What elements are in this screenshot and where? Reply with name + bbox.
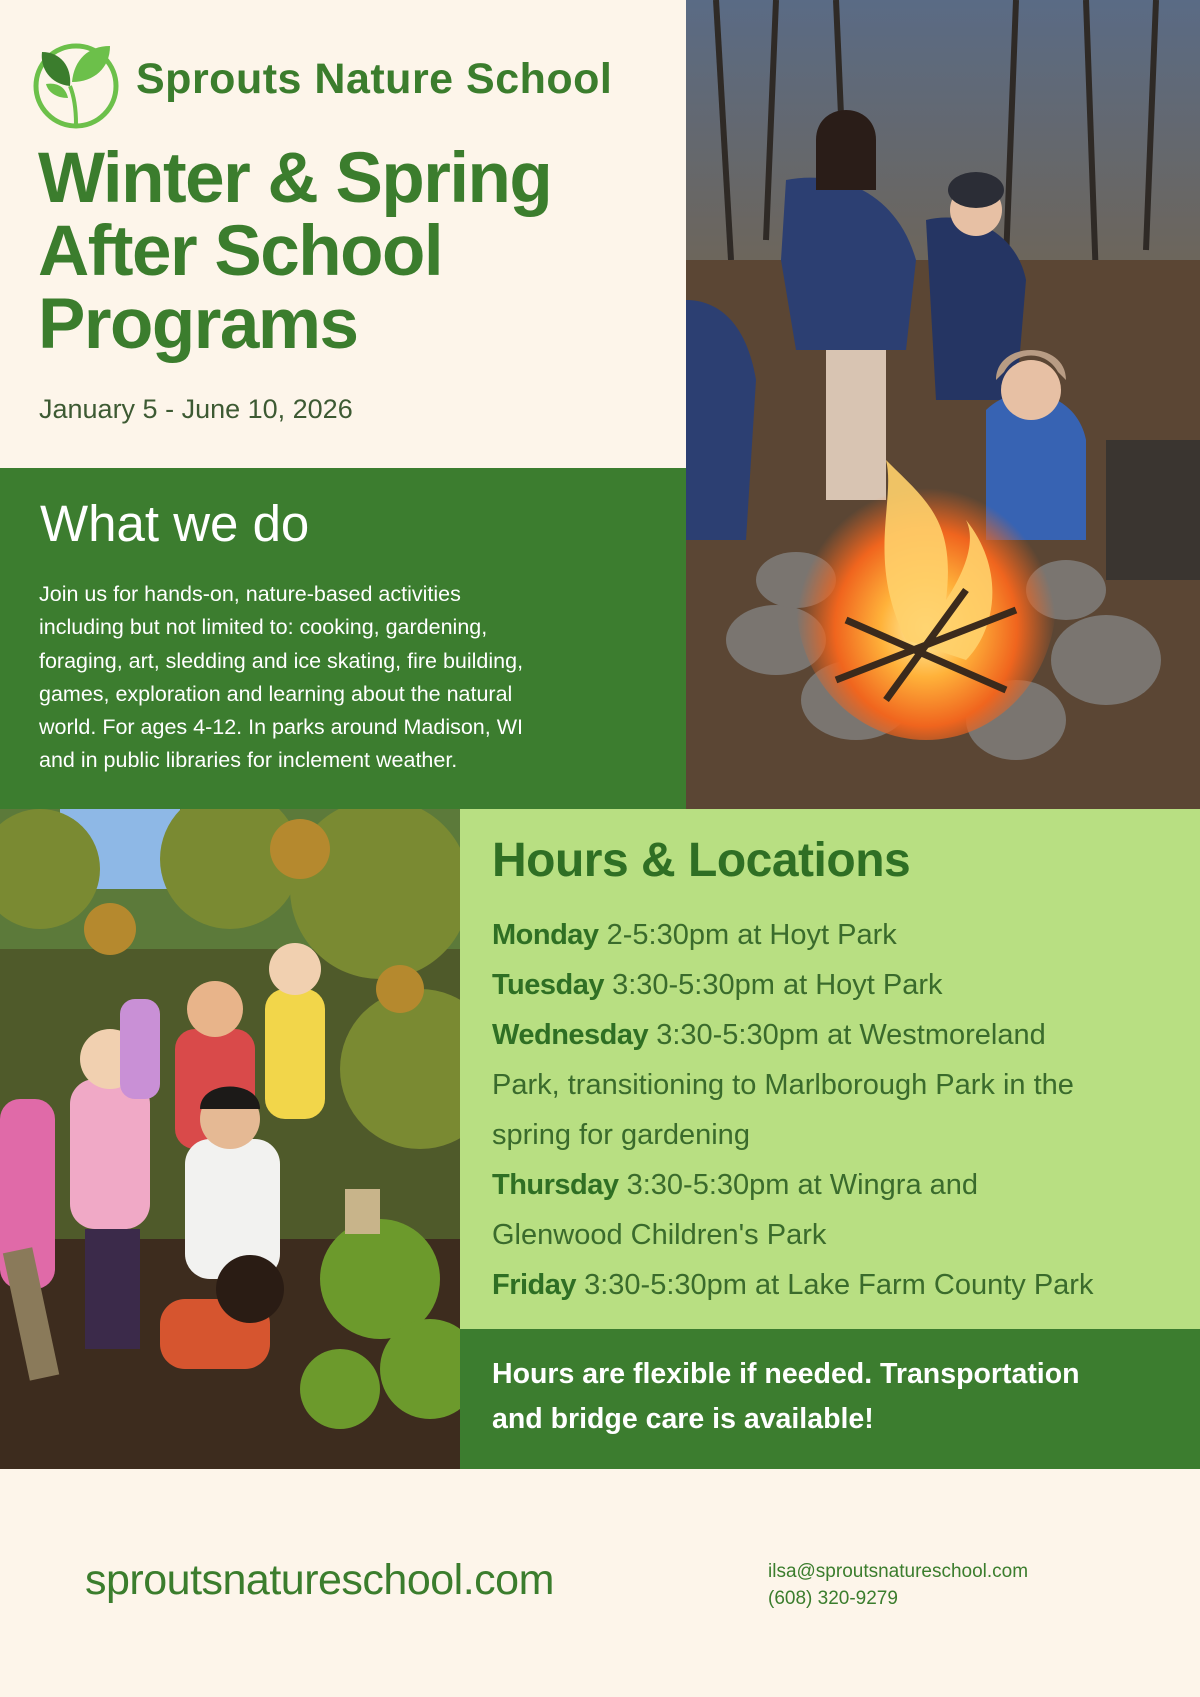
schedule-line xyxy=(492,1110,1162,1160)
description-line: foraging, art, sledding and ice skating, fire building, xyxy=(39,648,524,673)
schedule-line xyxy=(492,1160,1162,1210)
note-line: and bridge care is available! xyxy=(492,1403,874,1435)
description-line: world. For ages 4-12. In parks around Madison, WI xyxy=(39,715,523,740)
email-link[interactable]: ilsa@sproutsnatureschool.com xyxy=(768,1561,1029,1582)
schedule-detail: 3:30-5:30pm at Westmoreland xyxy=(648,1019,1046,1051)
flexibility-note xyxy=(492,1352,1172,1442)
website-link[interactable]: sproutsnatureschool.com xyxy=(85,1556,554,1604)
title-line: Winter & Spring xyxy=(38,139,552,218)
schedule-detail: Glenwood Children's Park xyxy=(492,1219,827,1251)
title-line: Programs xyxy=(38,285,358,364)
schedule-day: Thursday xyxy=(492,1169,619,1201)
what-we-do-heading: What we do xyxy=(40,495,310,552)
schedule-line xyxy=(492,960,1162,1010)
what-we-do-description xyxy=(39,578,639,778)
schedule-day: Tuesday xyxy=(492,969,605,1001)
schedule-day: Wednesday xyxy=(492,1019,649,1051)
schedule-list xyxy=(492,910,1162,1310)
description-line: Join us for hands-on, nature-based activities xyxy=(39,582,461,606)
schedule-detail: Park, transitioning to Marlborough Park in the xyxy=(492,1069,1074,1101)
page-title xyxy=(38,139,658,364)
description-line: games, exploration and learning about the natural xyxy=(39,681,513,706)
description-line: including but not limited to: cooking, gardening, xyxy=(39,615,488,640)
schedule-line xyxy=(492,1260,1162,1310)
garden-photo xyxy=(0,809,460,1469)
description-line: and in public libraries for inclement weather. xyxy=(39,748,458,773)
sprout-leaf-icon xyxy=(30,38,126,130)
hours-locations-heading: Hours & Locations xyxy=(492,834,911,887)
brand-name: Sprouts Nature School xyxy=(136,55,613,103)
schedule-line xyxy=(492,1210,1162,1260)
schedule-detail: 3:30-5:30pm at Lake Farm County Park xyxy=(576,1269,1094,1301)
schedule-line xyxy=(492,1060,1162,1110)
program-dates: January 5 - June 10, 2026 xyxy=(39,394,353,424)
schedule-line xyxy=(492,910,1162,960)
phone-number[interactable]: (608) 320-9279 xyxy=(768,1588,898,1609)
schedule-day: Friday xyxy=(492,1269,577,1301)
schedule-detail: spring for gardening xyxy=(492,1119,750,1151)
schedule-detail: 3:30-5:30pm at Hoyt Park xyxy=(604,969,943,1001)
campfire-photo xyxy=(686,0,1200,809)
schedule-detail: 3:30-5:30pm at Wingra and xyxy=(618,1169,979,1201)
schedule-day: Monday xyxy=(492,919,599,951)
schedule-detail: 2-5:30pm at Hoyt Park xyxy=(598,919,897,951)
note-line: Hours are flexible if needed. Transportation xyxy=(492,1358,1080,1390)
schedule-line xyxy=(492,1010,1162,1060)
title-line: After School xyxy=(38,212,443,291)
